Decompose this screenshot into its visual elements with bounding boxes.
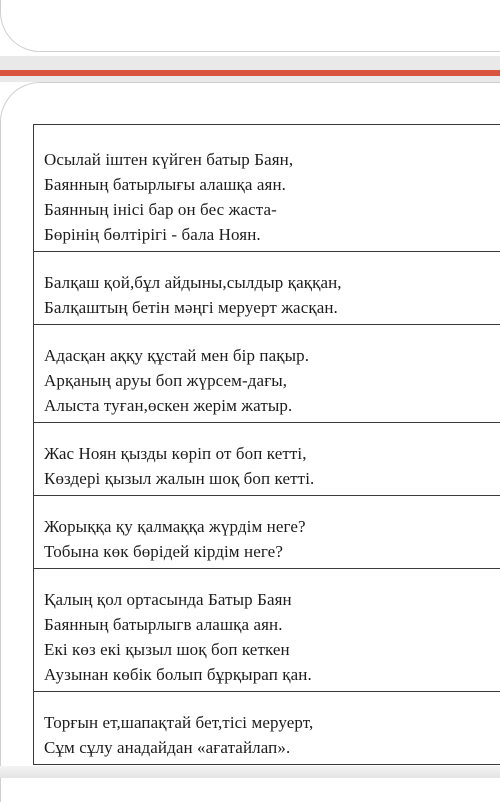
verse-line: Баянның інісі бар он бес жаста- [44,200,277,219]
verse-1 [34,125,500,252]
verse-line: Баянның батырлыгв алашқа аян. [44,615,283,634]
card-separator [0,56,500,82]
verse-line: Баянның батырлығы алашқа аян. [44,175,287,194]
verse-line: Балқаштың бетін мәңгі меруерт жасқан. [44,298,338,317]
verse-line: Жас Ноян қызды көріп от боп кетті, [44,444,307,463]
verse-4 [34,423,500,496]
verse-line: Көздері қызыл жалын шоқ боп кетті. [44,469,315,488]
poem-table [33,124,500,765]
verse-line: Балқаш қой,бұл айдыны,сылдыр қаққан, [44,273,342,292]
verse-line: Арқаның аруы боп жүрсем-дағы, [44,371,288,390]
verse-line: Алыста туған,өскен жерім жатыр. [44,396,293,415]
verse-line: Аузынан көбік болып бұрқырап қан. [44,665,312,684]
verse-7 [34,692,500,765]
verse-line: Сұм сұлу анадайдан «ағатайлап». [44,738,291,757]
verse-line: Адасқан аққу құстай мен бір пақыр. [44,346,310,365]
verse-3 [34,325,500,423]
verse-line: Жорыққа қу қалмаққа жүрдім неге? [44,517,306,536]
verse-2 [34,252,500,325]
verse-line: Екі көз екі қызыл шоқ боп кеткен [44,640,290,659]
verse-5 [34,496,500,569]
verse-line: Торғын ет,шапақтай бет,тісі меруерт, [44,713,314,732]
verse-line: Осылай іштен күйген батыр Баян, [44,150,294,169]
verse-6 [34,569,500,692]
verse-line: Қалың қол ортасында Батыр Баян [44,590,292,609]
bottom-edge [0,766,500,778]
previous-card [0,0,500,52]
accent-stripe [0,70,500,76]
verse-line: Тобына көк бөрідей кірдім неге? [44,542,283,561]
verse-line: Бөрінің бөлтірігі - бала Ноян. [44,225,261,244]
